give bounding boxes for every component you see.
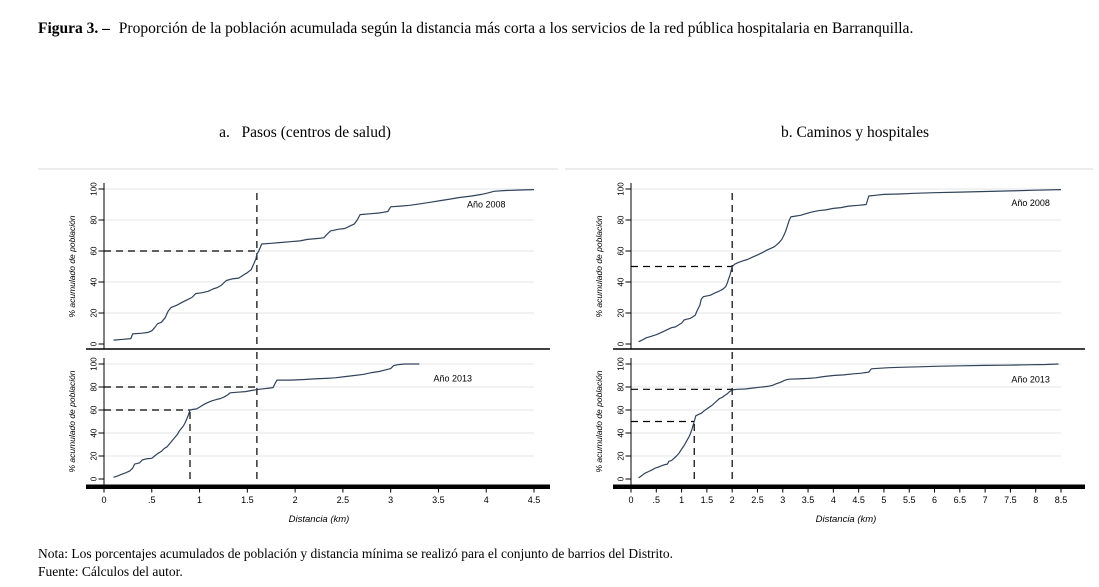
x-tick-label: 4 — [483, 495, 489, 505]
figure-title-text: Proporción de la población acumulada según la distancia más corta a los servicios de la red pública hospitalaria en Barranquilla. — [118, 20, 914, 37]
y-tick-label: 20 — [89, 451, 99, 461]
y-tick-label: 0 — [89, 341, 99, 347]
x-axis-title: Distancia (km) — [288, 514, 350, 525]
subchart-b-año-2008 — [594, 182, 1061, 349]
y-tick-label: 80 — [616, 215, 626, 225]
y-tick-label: 40 — [616, 277, 626, 287]
x-tick-label: 7.5 — [1004, 495, 1017, 505]
x-axis-bottom-chart — [613, 485, 1085, 490]
x-tick-label: 3 — [388, 495, 394, 505]
figure-note: Nota: Los porcentajes acumulados de población y distancia mínima se realizó para el conjunto de barrios del Distrito. — [38, 546, 674, 561]
y-tick-label: 0 — [616, 476, 626, 482]
x-tick-label: 7 — [982, 495, 988, 505]
y-tick-label: 100 — [89, 182, 99, 196]
x-tick-label: 2 — [729, 495, 735, 505]
y-tick-label: 0 — [89, 476, 99, 482]
y-tick-label: 80 — [616, 382, 626, 392]
y-tick-label: 60 — [89, 405, 99, 415]
y-tick-label: 60 — [616, 405, 626, 415]
y-tick-label: 80 — [89, 215, 99, 225]
x-tick-label: 6.5 — [953, 495, 967, 505]
y-tick-label: 80 — [89, 382, 99, 392]
y-tick-label: 60 — [89, 246, 99, 256]
x-tick-label: 5.5 — [902, 495, 916, 505]
x-tick-label: 3 — [780, 495, 786, 505]
x-tick-label: .5 — [652, 495, 661, 505]
y-tick-label: 20 — [616, 308, 626, 318]
y-axis-title: % acumulado de población — [67, 215, 77, 318]
subchart-b-año-2013 — [594, 350, 1061, 485]
y-tick-label: 20 — [616, 451, 626, 461]
y-tick-label: 100 — [89, 357, 99, 371]
figure-source: Fuente: Cálculos del autor. — [38, 564, 183, 579]
y-axis-title: % acumulado de población — [67, 370, 77, 473]
panel-a-heading: a. Pasos (centros de salud) — [219, 124, 391, 141]
y-axis-title: % acumulado de población — [594, 215, 604, 318]
x-tick-label: 2 — [292, 495, 298, 505]
chart-panel-b — [565, 164, 1093, 536]
y-tick-label: 40 — [89, 428, 99, 438]
y-tick-label: 40 — [616, 428, 626, 438]
x-tick-label: 2.5 — [336, 495, 350, 505]
y-tick-label: 100 — [616, 182, 626, 196]
series-label: Año 2008 — [466, 199, 506, 210]
x-tick-label: 1.5 — [700, 495, 714, 505]
x-tick-label: 0 — [628, 495, 634, 505]
x-axis-bottom-chart — [86, 485, 550, 490]
y-axis-title: % acumulado de población — [594, 370, 604, 473]
cumulative-curve — [114, 190, 534, 341]
x-tick-label: 4.5 — [852, 495, 865, 505]
y-tick-label: 60 — [616, 246, 626, 256]
x-tick-label: 1.5 — [241, 495, 254, 505]
panel-b-heading: b. Caminos y hospitales — [780, 124, 930, 141]
figure-title — [38, 20, 1079, 38]
y-tick-label: 20 — [89, 308, 99, 318]
x-tick-label: 6 — [932, 495, 938, 505]
y-tick-label: 40 — [89, 277, 99, 287]
chart-panel-a — [38, 164, 558, 536]
x-tick-label: 2.5 — [751, 495, 764, 505]
y-tick-label: 100 — [616, 357, 626, 371]
subchart-a-año-2013 — [67, 350, 534, 485]
series-label: Año 2008 — [1011, 198, 1050, 209]
x-tick-label: 8.5 — [1054, 495, 1068, 505]
x-tick-label: 4.5 — [527, 495, 541, 505]
cumulative-curve — [639, 364, 1059, 478]
cumulative-curve — [639, 190, 1061, 342]
subchart-a-año-2008 — [67, 182, 534, 349]
x-tick-label: 5 — [881, 495, 887, 505]
x-axis-title: Distancia (km) — [815, 514, 877, 525]
cumulative-curve — [114, 364, 420, 477]
series-label: Año 2013 — [1011, 374, 1050, 385]
x-tick-label: 8 — [1033, 495, 1039, 505]
x-tick-label: 0 — [101, 495, 107, 505]
figure-title-label: Figura 3. – — [38, 20, 110, 37]
x-tick-label: 3.5 — [432, 495, 445, 505]
y-tick-label: 0 — [616, 341, 626, 347]
x-tick-label: .5 — [148, 495, 156, 505]
series-label: Año 2013 — [433, 373, 473, 384]
x-tick-label: 4 — [830, 495, 836, 505]
x-tick-label: 1 — [679, 495, 685, 505]
x-tick-label: 1 — [197, 495, 203, 505]
x-tick-label: 3.5 — [801, 495, 815, 505]
